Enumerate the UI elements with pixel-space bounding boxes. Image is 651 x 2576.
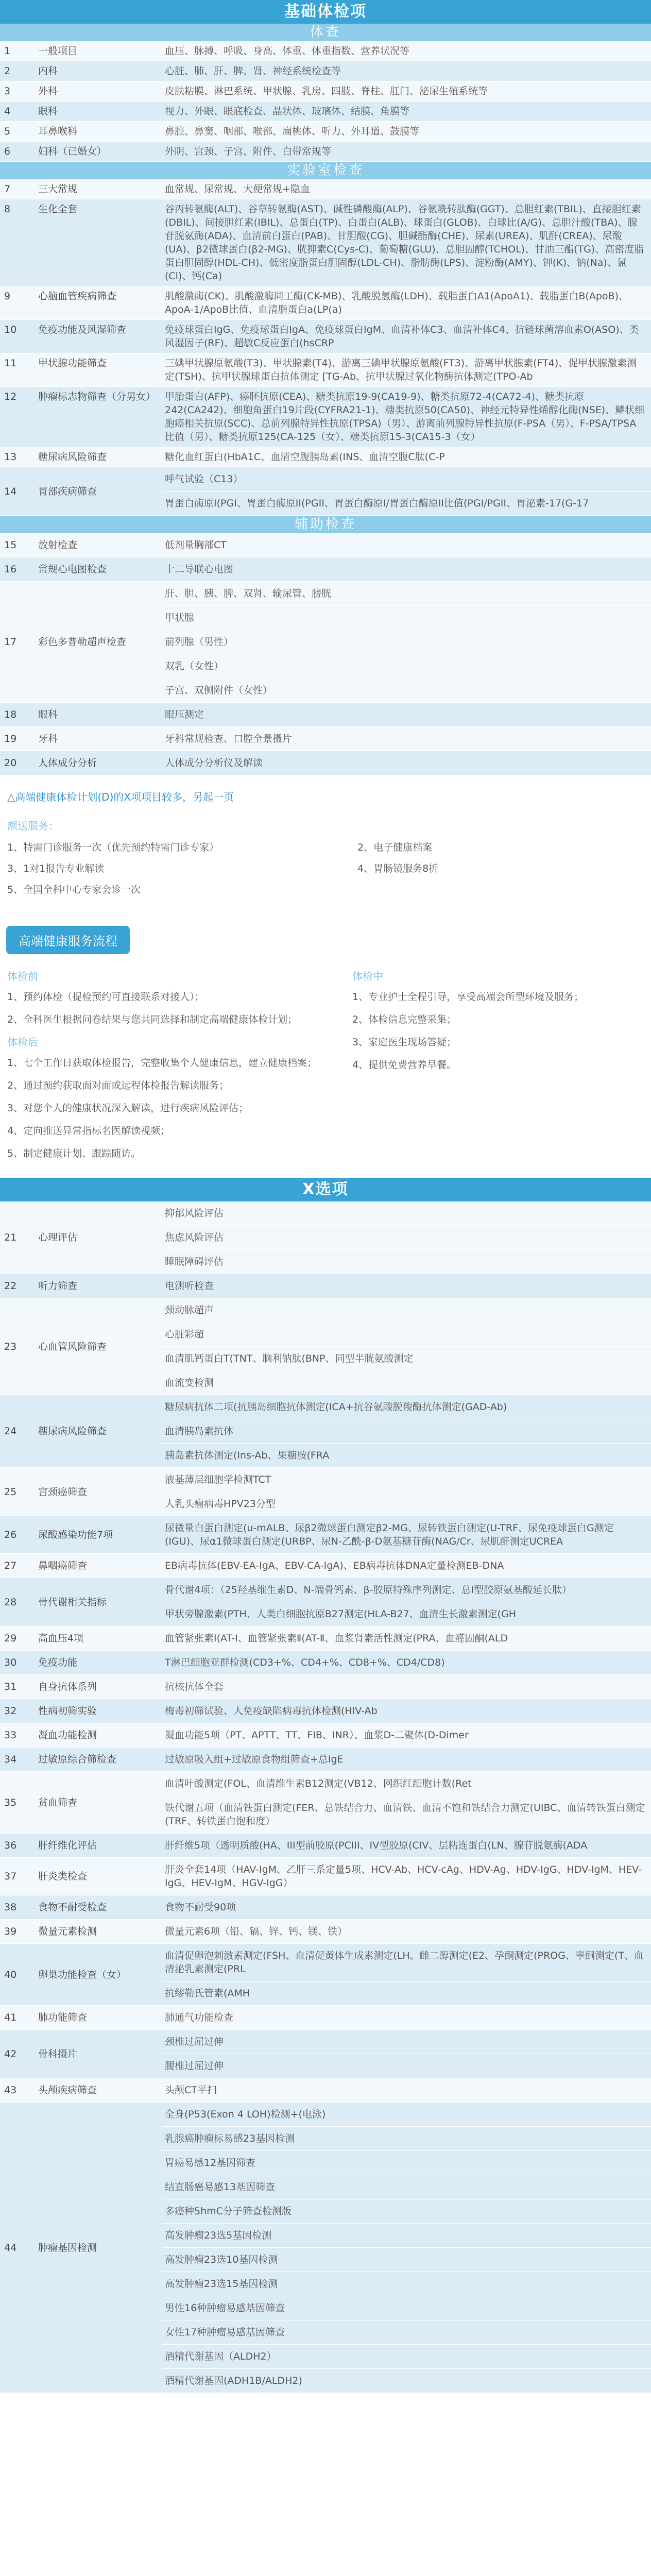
row-item-detail	[162, 1274, 651, 1298]
row-item-name: 妇科（已婚女）	[38, 146, 107, 157]
x-section-title: X选项	[0, 1178, 651, 1201]
row-item-name: 外科	[38, 86, 58, 97]
row-sub-item: 前列腺（男性）	[162, 630, 651, 654]
row-number: 20	[4, 757, 17, 769]
basic-table-row	[0, 122, 651, 142]
row-number: 13	[4, 451, 17, 463]
row-item-name: 人体成分分析	[38, 757, 97, 769]
before-step: 2、全科医生根据问卷结果与您共同选择和制定高端健康体检计划；	[7, 1014, 298, 1025]
row-number: 10	[4, 324, 17, 335]
row-sub-item: 人乳头瘤病毒HPV23分型	[165, 1498, 276, 1510]
row-sub-item: 十二导联心电图	[165, 564, 234, 575]
row-item-name: 微量元素检测	[38, 1926, 97, 1937]
row-item-name: 头颅疾病筛查	[38, 2084, 97, 2096]
row-number: 9	[4, 291, 11, 302]
bonus-item: 5、全国全科中心专家会诊一次	[7, 884, 141, 895]
row-sub-item: 糖尿病抗体二项(抗胰岛细胞抗体测定(ICA+抗谷氨酸脱羧酶抗体测定(GAD-Ab)	[162, 1395, 651, 1419]
during-step: 1、专业护士全程引导，享受高端会所型环境及服务；	[352, 991, 584, 1003]
row-item-detail	[162, 1395, 651, 1467]
row-item-name: 放射检查	[38, 539, 78, 551]
x-table-row	[0, 1298, 651, 1395]
row-item-name: 宫颈癌筛查	[38, 1486, 88, 1498]
row-sub-item: 血清肌钙蛋白T(TNT、脑利钠肽(BNP、同型半胱氨酸测定	[162, 1347, 651, 1371]
row-item-name: 心血管风险筛查	[38, 1341, 107, 1352]
row-sub-item: 女性17种肿瘤易感基因筛查	[162, 2320, 651, 2345]
row-item-name: 牙科	[38, 733, 58, 744]
x-table-row	[0, 1651, 651, 1675]
row-sub-item: 血清叶酸测定(FOL、血清维生素B12测定(VB12、网织红细胞计数(Ret	[162, 1772, 651, 1796]
after-step: 5、制定健康计划、跟踪随访。	[7, 1148, 141, 1159]
row-number: 40	[4, 1969, 17, 1980]
note-text: △高端健康体检计划(D)的X项项目较多，另起一页	[7, 791, 234, 803]
row-number: 38	[4, 1902, 17, 1913]
row-item-detail: 鼻腔、鼻窦、咽部、喉部、扁桃体、听力、外耳道、鼓膜等	[165, 126, 420, 137]
after-title: 体检后	[7, 1036, 38, 1048]
row-item-detail	[162, 557, 651, 581]
row-item-detail: 外阴、宫颈、子宫、附件、白带常规等	[165, 146, 332, 157]
lab-table-row	[0, 179, 651, 199]
row-item-name: 糖尿病风险筛查	[38, 1426, 107, 1437]
lab-table-row	[0, 467, 651, 516]
process-title: 高端健康服务流程	[6, 926, 130, 954]
x-table-row	[0, 2030, 651, 2078]
row-sub-item: 心脏彩超	[162, 1323, 651, 1347]
row-item-detail	[162, 727, 651, 751]
row-number: 28	[4, 1596, 17, 1608]
page-title: 基础体检项	[0, 0, 651, 24]
during-step: 4、提供免费营养早餐。	[352, 1059, 457, 1071]
row-sub-item: 血清胰岛素抗体	[162, 1419, 651, 1444]
row-item-name: 肿瘤标志物筛查（分男女）	[38, 391, 156, 402]
basic-table-row	[0, 41, 651, 61]
x-table-row	[0, 1944, 651, 2006]
row-number: 25	[4, 1486, 17, 1498]
x-table-row	[0, 1858, 651, 1895]
bonus-list	[0, 835, 651, 911]
x-table-row	[0, 1578, 651, 1626]
row-sub-item: 高发肿瘤23选5基因检测	[162, 2224, 651, 2248]
row-item-name: 贫血筛查	[38, 1797, 78, 1808]
row-item-detail	[162, 533, 651, 557]
row-item-detail: 三碘甲状腺原氨酸(T3)、甲状腺素(T4)、游离三碘甲状腺原氨酸(FT3)、游离甲状腺素(FT4)、促甲状腺激素测定(TSH)、抗甲状腺球蛋白抗体测定 [TG-Ab、抗甲状腺过氧化物酶抗体测定(TPO-Ab	[165, 358, 637, 382]
row-item-detail	[162, 1920, 651, 1943]
row-item-detail	[162, 2078, 651, 2102]
row-item-detail	[162, 2103, 651, 2393]
x-table-row	[0, 2078, 651, 2103]
row-number: 29	[4, 1633, 17, 1644]
x-table-row	[0, 2103, 651, 2393]
x-table	[0, 1201, 651, 2393]
after-step: 3、对您个人的健康状况深入解读，进行疾病风险评估；	[7, 1103, 249, 1114]
row-item-detail: 血常规、尿常规、大便常规+隐血	[165, 183, 310, 195]
row-number: 5	[4, 126, 11, 137]
row-item-detail	[162, 1772, 651, 1833]
row-item-detail	[162, 2030, 651, 2078]
lab-table	[0, 179, 651, 516]
row-number: 44	[4, 2242, 17, 2253]
row-sub-item: 低剂量胸部CT	[165, 539, 227, 551]
row-item-name: 肝炎类检查	[38, 1871, 88, 1882]
row-number: 36	[4, 1840, 17, 1851]
row-item-name: 尿酸感染功能7项	[38, 1529, 113, 1540]
row-sub-item: 胰岛素抗体测定(Ins-Ab、果糖胺(FRA	[165, 1450, 330, 1461]
x-table-row	[0, 1516, 651, 1554]
row-sub-item: 胃蛋白酶原I(PGI、胃蛋白酶原II(PGII、胃蛋白酶原I/胃蛋白酶原II比值(PGI/PGII、胃泌素-17(G-17	[165, 498, 589, 509]
row-item-name: 卵巢功能检查（女）	[38, 1969, 127, 1980]
row-item-detail: 糖化血红蛋白(HbA1C、血清空腹胰岛素(INS、血清空腹C肽(C-P	[165, 451, 445, 463]
row-sub-item: 凝血功能5项（PT、APTT、TT、FIB、INR）、血浆D-二聚体(D-Dimer	[165, 1730, 469, 1741]
row-item-name: 骨代谢相关指标	[38, 1596, 107, 1608]
row-sub-item: 多癌种5hmC分子筛查检测版	[162, 2199, 651, 2224]
x-table-row	[0, 1772, 651, 1834]
row-number: 22	[4, 1280, 17, 1292]
process-left	[7, 969, 352, 1168]
row-item-name: 甲状腺功能筛查	[38, 358, 107, 369]
row-number: 23	[4, 1341, 17, 1352]
basic-table-row	[0, 142, 651, 162]
row-number: 4	[4, 106, 11, 117]
row-item-name: 彩色多普勒超声检查	[38, 636, 127, 648]
x-table-row	[0, 1274, 651, 1298]
x-table-row	[0, 1699, 651, 1723]
x-table-row	[0, 1626, 651, 1651]
row-sub-item: 结直肠癌易感13基因筛查	[162, 2175, 651, 2199]
row-number: 41	[4, 2012, 17, 2023]
row-item-name: 肺功能筛查	[38, 2012, 88, 2023]
aux-table-row	[0, 533, 651, 557]
row-number: 17	[4, 636, 17, 648]
row-item-detail	[162, 1723, 651, 1747]
x-table-row	[0, 1895, 651, 1920]
row-item-detail: 免疫球蛋白IgG、免疫球蛋白IgA、免疫球蛋白IgM、血清补体C3、血清补体C4、抗链球菌溶血素O(ASO)、类风湿因子(RF)、超敏C反应蛋白(hsCRP	[165, 324, 639, 349]
row-sub-item: 血流变检测	[165, 1377, 214, 1388]
aux-table-row	[0, 751, 651, 775]
row-item-name: 肿瘤基因检测	[38, 2242, 97, 2253]
row-number: 42	[4, 2048, 17, 2060]
lab-table-row	[0, 447, 651, 467]
before-title: 体检前	[7, 970, 38, 982]
row-number: 34	[4, 1754, 17, 1765]
row-item-detail	[162, 1858, 651, 1895]
row-item-detail	[162, 703, 651, 726]
row-item-detail: 肌酸激酶(CK)、肌酸激酶同工酶(CK-MB)、乳酸脱氢酶(LDH)、载脂蛋白A1(ApoA1)、载脂蛋白B(ApoB)、ApoA-1/ApoB比值、血清脂蛋白a(LP(a)	[165, 291, 628, 315]
row-item-detail	[162, 1944, 651, 2005]
row-sub-item: 男性16种肿瘤易感基因筛查	[162, 2296, 651, 2320]
section-lab-title: 实验室检查	[0, 162, 651, 179]
row-item-name: 鼻咽癌筛查	[38, 1560, 88, 1571]
row-sub-item: 微量元素6项（铅、镉、锌、钙、镁、铁）	[165, 1926, 348, 1937]
row-sub-item: 睡眠障碍评估	[165, 1256, 224, 1267]
during-title: 体检中	[352, 970, 383, 982]
row-number: 3	[4, 86, 11, 97]
row-item-name: 自身抗体系列	[38, 1681, 97, 1692]
row-sub-item: 颈椎过屈过伸	[162, 2030, 651, 2054]
row-sub-item: 电测听检查	[165, 1280, 214, 1292]
row-sub-item: 高发肿瘤23选10基因检测	[162, 2248, 651, 2272]
row-number: 14	[4, 485, 17, 497]
row-item-detail: 皮肤粘膜、淋巴系统、甲状腺、乳房、四肢、脊柱、肛门、泌尿生殖系统等	[165, 86, 488, 97]
row-item-name: 听力筛查	[38, 1280, 78, 1292]
lab-table-row	[0, 286, 651, 320]
row-item-name: 耳鼻喉科	[38, 126, 78, 137]
process-right	[352, 969, 584, 1168]
bonus-item: 2、电子健康档案	[357, 842, 433, 853]
row-sub-item: 骨代谢4项：（25羟基维生素D、N-端骨钙素、β-胶原特殊序列测定、总I型胶原氨基酸延长肽）	[162, 1578, 651, 1602]
row-sub-item: 甲状腺	[162, 606, 651, 630]
row-item-name: 骨科摄片	[38, 2048, 78, 2060]
row-item-detail	[162, 1578, 651, 1626]
bonus-item: 3、1对1报告专业解读	[7, 863, 105, 874]
x-table-row	[0, 1201, 651, 1274]
basic-table-row	[0, 61, 651, 81]
aux-table	[0, 533, 651, 775]
row-number: 26	[4, 1529, 17, 1540]
row-item-name: 常规心电图检查	[38, 564, 107, 575]
row-number: 30	[4, 1657, 17, 1668]
process-columns	[0, 959, 651, 1168]
row-sub-item: 肺通气功能检查	[165, 2012, 234, 2023]
row-sub-item: 梅毒初筛试验、人免疫缺陷病毒抗体检测(HIV-Ab	[165, 1705, 378, 1717]
after-step: 4、定向推送异常指标名医解读视频；	[7, 1125, 170, 1137]
row-item-name: 一般项目	[38, 45, 78, 57]
row-item-detail: 血压、脉搏、呼吸、身高、体重、体重指数、营养状况等	[165, 45, 410, 57]
row-sub-item: 呼气试验（C13）	[162, 467, 651, 492]
row-sub-item: 液基薄层细胞学检测TCT	[162, 1468, 651, 1492]
row-number: 31	[4, 1681, 17, 1692]
row-number: 27	[4, 1560, 17, 1571]
during-step: 3、家庭医生现场答疑；	[352, 1037, 457, 1048]
row-number: 8	[4, 204, 11, 215]
row-item-name: 生化全套	[38, 204, 78, 215]
row-sub-item: 牙科常规检查、口腔全景摄片	[165, 733, 293, 744]
row-sub-item: 酒精代谢基因（ALDH2）	[162, 2345, 651, 2369]
row-sub-item: 颈动脉超声	[162, 1298, 651, 1323]
bonus-item: 1、特需门诊服务一次（优先预约特需门诊专家）	[7, 842, 219, 853]
x-table-row	[0, 1920, 651, 1944]
row-item-name: 糖尿病风险筛查	[38, 451, 107, 463]
row-number: 16	[4, 564, 17, 575]
row-number: 7	[4, 183, 11, 195]
row-sub-item: 肝纤维5项（透明质酸(HA、III型前胶原(PCIII、IV型胶原(CIV、层粘连蛋白(LN、腺苷脱氨酶(ADA	[165, 1840, 588, 1851]
lab-table-row	[0, 320, 651, 353]
row-item-name: 眼科	[38, 106, 58, 117]
section-aux-title: 辅助检查	[0, 516, 651, 533]
process-header	[0, 911, 651, 959]
row-sub-item: T淋巴细胞亚群检测(CD3+%、CD4+%、CD8+%、CD4/CD8)	[165, 1657, 445, 1668]
row-item-detail	[162, 1675, 651, 1699]
before-step: 1、预约体检（提检预约可直接联系对接人）；	[7, 991, 204, 1003]
row-sub-item: 抗核抗体全套	[165, 1681, 224, 1692]
row-sub-item: 血管紧张素Ⅰ(AT-Ⅰ、血管紧张素Ⅱ(AT-Ⅱ、血浆肾素活性测定(PRA、血醛固酮(ALD	[165, 1633, 508, 1644]
bonus-item: 4、胃肠镜服务8折	[357, 863, 439, 874]
row-sub-item: 子宫、双侧附件（女性）	[165, 685, 273, 696]
lab-table-row	[0, 387, 651, 447]
row-number: 37	[4, 1871, 17, 1882]
basic-table-row	[0, 81, 651, 101]
row-item-name: 心理评估	[38, 1232, 78, 1243]
row-item-name: 高血压4项	[38, 1633, 84, 1644]
x-table-row	[0, 2006, 651, 2030]
row-sub-item: 抗缪勒氏管素(AMH	[165, 1988, 250, 1999]
x-table-row	[0, 1748, 651, 1772]
row-item-name: 过敏原综合筛检查	[38, 1754, 117, 1765]
row-sub-item: 腰椎过屈过伸	[165, 2060, 224, 2072]
row-item-detail	[162, 582, 651, 702]
row-sub-item: 铁代谢五项（血清铁蛋白测定(FER、总铁结合力、血清铁、血清不饱和铁结合力测定(UIBC、血清转铁蛋白测定(TRF、转铁蛋白饱和度）	[165, 1802, 645, 1827]
row-sub-item: 酒精代谢基因(ADH1B/ALDH2)	[165, 2375, 302, 2386]
during-step: 2、体检信息完整采集；	[352, 1014, 457, 1025]
row-item-detail	[162, 1516, 651, 1553]
row-sub-item: 甲状旁腺激素(PTH、人类白细胞抗原B27测定(HLA-B27、血清生长激素测定(GH	[165, 1608, 517, 1620]
row-item-name: 胃部疾病筛查	[38, 485, 97, 497]
row-sub-item: 过敏原吸入组+过敏原食物组筛查+总IgE	[165, 1754, 344, 1765]
row-item-detail: 视力、外眼、眼底检查、晶状体、玻璃体、结膜、角膜等	[165, 106, 410, 117]
after-step: 2、通过预约获取面对面或远程体检报告解读服务；	[7, 1080, 229, 1091]
row-item-detail	[162, 751, 651, 775]
row-sub-item: 焦虑风险评估	[162, 1226, 651, 1250]
x-table-row	[0, 1468, 651, 1516]
row-item-name: 心脑血管疾病筛查	[38, 291, 117, 302]
row-number: 43	[4, 2084, 17, 2096]
row-item-detail	[162, 1748, 651, 1771]
row-number: 11	[4, 358, 17, 369]
row-item-detail	[162, 1651, 651, 1674]
row-number: 21	[4, 1232, 17, 1243]
row-sub-item: 抑郁风险评估	[162, 1201, 651, 1226]
row-number: 24	[4, 1426, 17, 1437]
basic-table	[0, 41, 651, 162]
row-item-detail	[162, 1298, 651, 1395]
aux-table-row	[0, 557, 651, 582]
x-table-row	[0, 1834, 651, 1858]
row-sub-item: 肝炎全套14项（HAV-IgM、乙肝三系定量5项、HCV-Ab、HCV-cAg、HDV-Ag、HDV-IgG、HDV-IgM、HEV-IgG、HEV-IgM、HGV-IgG）	[165, 1864, 642, 1889]
row-sub-item: 头颅CT平扫	[165, 2084, 217, 2096]
row-sub-item: 乳腺癌肿瘤标易感23基因检测	[162, 2127, 651, 2151]
basic-table-row	[0, 101, 651, 122]
bonus-title: 额送服务：	[7, 820, 59, 832]
row-item-name: 食物不耐受检查	[38, 1902, 107, 1913]
row-number: 15	[4, 539, 17, 551]
row-sub-item: 胃癌易感12基因筛查	[162, 2151, 651, 2175]
row-number: 2	[4, 65, 11, 77]
after-step: 1、七个工作日获取体检报告，完整收集个人健康信息，建立健康档案；	[7, 1057, 317, 1069]
lab-table-row	[0, 353, 651, 387]
row-item-detail	[162, 1834, 651, 1857]
row-number: 12	[4, 391, 17, 402]
row-item-name: 性病初筛实验	[38, 1705, 97, 1717]
row-item-name: 三大常规	[38, 183, 78, 195]
x-table-row	[0, 1395, 651, 1468]
x-table-row	[0, 1554, 651, 1578]
row-item-name: 免疫功能及风湿筛查	[38, 324, 127, 335]
row-item-detail	[162, 1895, 651, 1919]
row-item-name: 凝血功能检测	[38, 1730, 97, 1741]
row-item-detail	[162, 2006, 651, 2029]
lab-table-row	[0, 199, 651, 286]
row-item-detail	[162, 1699, 651, 1723]
row-number: 32	[4, 1705, 17, 1717]
x-table-row	[0, 1723, 651, 1748]
row-sub-item: 全身(P53(Exon 4 LOH)检测+(电泳)	[162, 2103, 651, 2127]
row-number: 19	[4, 733, 17, 744]
aux-table-row	[0, 703, 651, 727]
row-number: 33	[4, 1730, 17, 1741]
row-item-detail: 甲胎蛋白(AFP)、癌胚抗原(CEA)、糖类抗原19-9(CA19-9)、糖类抗原72-4(CA72-4)、糖类抗原242(CA242)、细胞角蛋白19片段(CYFRA21-1)、糖类抗原50(CA50)、神经元特异性烯醇化酶(NSE)、鳞状细胞癌相关抗原(SCC)、总前列腺特异性抗原(TPSA)（男）、游离前列腺特异性抗原(F-PSA（男）、F-PSA/TPSA比值（男）、糖类抗原125(CA-125（女）、糖类抗原15-3(CA15-3（女）	[165, 391, 645, 443]
row-number: 6	[4, 146, 11, 157]
row-item-detail	[162, 1554, 651, 1578]
row-sub-item: 人体成分分析仪及解读	[165, 757, 263, 769]
row-sub-item: 血清促卵泡刺激素测定(FSH、血清促黄体生成素测定(LH、雌二醇测定(E2、孕酮测定(PROG、睾酮测定(T、血清泌乳素测定(PRL	[162, 1944, 651, 1981]
row-sub-item: 高发肿瘤23选15基因检测	[162, 2272, 651, 2296]
x-table-row	[0, 1675, 651, 1699]
aux-table-row	[0, 727, 651, 751]
row-item-name: 肝纤维化评估	[38, 1840, 97, 1851]
row-item-name: 眼科	[38, 709, 58, 720]
row-item-name: 免疫功能	[38, 1657, 78, 1668]
row-number: 35	[4, 1797, 17, 1808]
row-sub-item: 尿微量白蛋白测定(u-mALB、尿β2微球蛋白测定β2-MG、尿转铁蛋白测定(U-TRF、尿免疫球蛋白G测定(IGU)、尿α1微球蛋白测定(URBP、尿N-乙酰-β-D氨基糖苷酶(NAG/Cr、尿肌酐测定UCREA	[165, 1522, 614, 1547]
row-sub-item: 双乳（女性）	[162, 654, 651, 679]
row-number: 1	[4, 45, 11, 57]
row-item-detail	[162, 1468, 651, 1516]
aux-table-row	[0, 582, 651, 703]
row-item-detail	[162, 1201, 651, 1274]
row-sub-item: 眼压测定	[165, 709, 204, 720]
row-item-detail	[162, 1626, 651, 1650]
row-item-detail	[162, 467, 651, 515]
section-basic-title: 体查	[0, 24, 651, 41]
row-sub-item: 食物不耐受90项	[165, 1902, 236, 1913]
row-item-name: 内科	[38, 65, 58, 77]
row-number: 18	[4, 709, 17, 720]
row-sub-item: 肝、胆、胰、脾、双肾、输尿管、膀胱	[162, 582, 651, 606]
row-sub-item: EB病毒抗体(EBV-EA-IgA、EBV-CA-IgA)、EB病毒抗体DNA定量检测EB-DNA	[165, 1560, 504, 1571]
row-item-detail: 心脏、肺、肝、脾、肾、神经系统检查等	[165, 65, 341, 77]
row-number: 39	[4, 1926, 17, 1937]
row-item-detail: 谷丙转氨酶(ALT)、谷草转氨酶(AST)、碱性磷酸酶(ALP)、谷氨酰转肽酶(GGT)、总胆红素(TBIL)、直接胆红素(DBIL)、间接胆红素(IBIL)、总蛋白(TP)、白蛋白(ALB)、球蛋白(GLOB)、白球比(A/G)、总胆汁酸(TBA)、腺苷脱氨酶(ADA)、血清前白蛋白(PAB)、甘胆酸(CG)、胆碱酯酶(CHE)、尿素(UREA)、肌酐(CREA)、尿酸(UA)、β2微球蛋白(β2-MG)、胱抑素C(Cys-C)、葡萄糖(GLU)、总胆固醇(TCHOL)、甘油三酯(TG)、高密度脂蛋白胆固醇(HDL-CH)、低密度脂蛋白胆固醇(LDL-CH)、脂肪酶(LPS)、淀粉酶(AMY)、钾(K)、钠(Na)、氯(Cl)、钙(Ca)	[165, 204, 644, 282]
